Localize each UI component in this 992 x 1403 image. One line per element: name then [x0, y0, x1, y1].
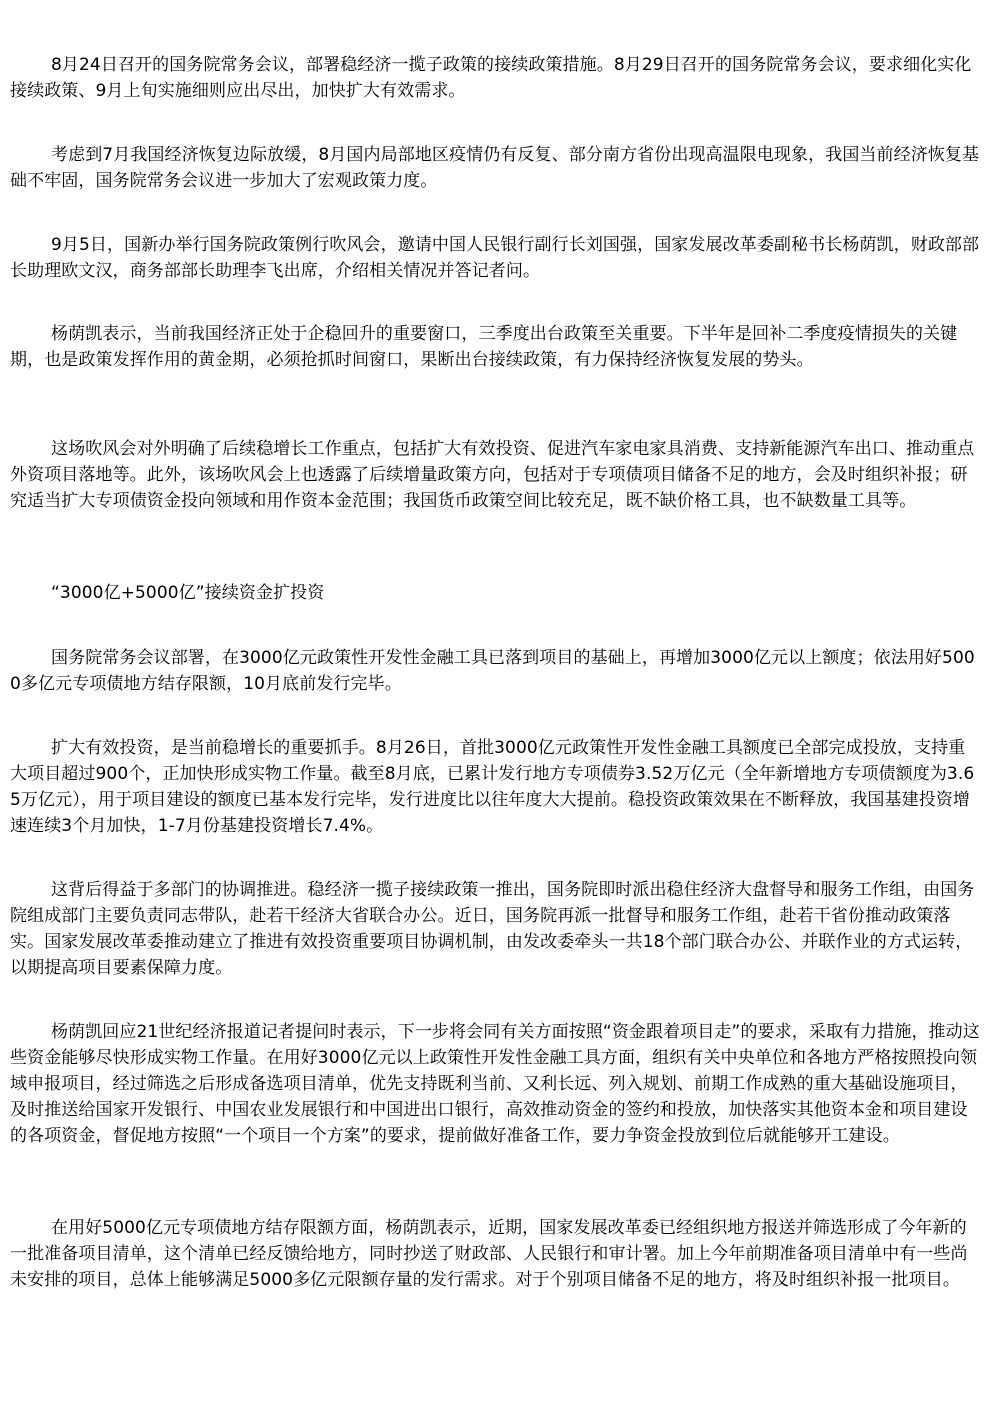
paragraph-3: 9月5日，国新办举行国务院政策例行吹风会，邀请中国人民银行副行长刘国强，国家发展改革委副秘书长杨荫凯，财政部部长助理欧文汉，商务部部长助理李飞出席，介绍相关情况并答记者问。	[10, 235, 980, 281]
paragraph-8: 这背后得益于多部门的协调推进。稳经济一揽子接续政策一推出，国务院即时派出稳住经济大盘督导和服务工作组，由国务院组成部门主要负责同志带队，赴若干经济大省联合办公。近日，国务院再派一批督导和服务工作组，赴若干省份推动政策落实。国家发展改革委推动建立了推进有效投资重要项目协调机制，由发改委牵头一共18个部门联合办公、并联作业的方式运转，以期提高项目要素保障力度。	[10, 880, 975, 978]
paragraph-7: 扩大有效投资，是当前稳增长的重要抓手。8月26日，首批3000亿元政策性开发性金融工具额度已全部完成投放，支持重大项目超过900个，正加快形成实物工作量。截至8月底，已累计发行地方专项债券3.52万亿元（全年新增地方专项债额度为3.65万亿元），用于项目建设的额度已基本发行完毕，发行进度比以往年度大大提前。稳投资政策效果在不断释放，我国基建投资增速连续3个月加快，1-7月份基建投资增长7.4%。	[10, 738, 975, 836]
section-heading: “3000亿+5000亿”接续资金扩投资	[51, 583, 325, 603]
paragraph-10: 在用好5000亿元专项债地方结存限额方面，杨荫凯表示，近期，国家发展改革委已经组织地方报送并筛选形成了今年新的一批准备项目清单，这个清单已经反馈给地方，同时抄送了财政部、人民银行和审计署。加上今年前期准备项目清单中有一些尚未安排的项目，总体上能够满足5000多亿元限额存量的发行需求。对于个别项目储备不足的地方，将及时组织补报一批项目。	[10, 1218, 968, 1290]
paragraph-4: 杨荫凯表示，当前我国经济正处于企稳回升的重要窗口，三季度出台政策至关重要。下半年是回补二季度疫情损失的关键期，也是政策发挥作用的黄金期，必须抢抓时间窗口，果断出台接续政策，有力保持经济恢复发展的势头。	[10, 324, 958, 370]
paragraph-2: 考虑到7月我国经济恢复边际放缓，8月国内局部地区疫情仍有反复、部分南方省份出现高温限电现象，我国当前经济恢复基础不牢固，国务院常务会议进一步加大了宏观政策力度。	[10, 145, 980, 191]
paragraph-9: 杨荫凯回应21世纪经济报道记者提问时表示，下一步将会同有关方面按照“资金跟着项目走”的要求，采取有力措施，推动这些资金能够尽快形成实物工作量。在用好3000亿元以上政策性开发性金融工具方面，组织有关中央单位和各地方严格按照投向领域申报项目，经过筛选之后形成备选项目清单，优先支持既利当前、又利长远、列入规划、前期工作成熟的重大基础设施项目，及时推送给国家开发银行、中国农业发展银行和中国进出口银行，高效推动资金的签约和投放，加快落实其他资本金和项目建设的各项资金，督促地方按照“一个项目一个方案”的要求，提前做好准备工作，要力争资金投放到位后就能够开工建设。	[10, 1022, 980, 1146]
paragraph-6: 国务院常务会议部署，在3000亿元政策性开发性金融工具已落到项目的基础上，再增加3000亿元以上额度；依法用好5000多亿元专项债地方结存限额，10月底前发行完毕。	[10, 648, 975, 694]
paragraph-1: 8月24日召开的国务院常务会议，部署稳经济一揽子政策的接续政策措施。8月29日召开的国务院常务会议，要求细化实化接续政策、9月上旬实施细则应出尽出，加快扩大有效需求。	[10, 55, 972, 101]
paragraph-5: 这场吹风会对外明确了后续稳增长工作重点，包括扩大有效投资、促进汽车家电家具消费、支持新能源汽车出口、推动重点外资项目落地等。此外，该场吹风会上也透露了后续增量政策方向，包括对于专项债项目储备不足的地方，会及时组织补报；研究适当扩大专项债资金投向领域和用作资本金范围；我国货币政策空间比较充足，既不缺价格工具，也不缺数量工具等。	[10, 439, 975, 511]
